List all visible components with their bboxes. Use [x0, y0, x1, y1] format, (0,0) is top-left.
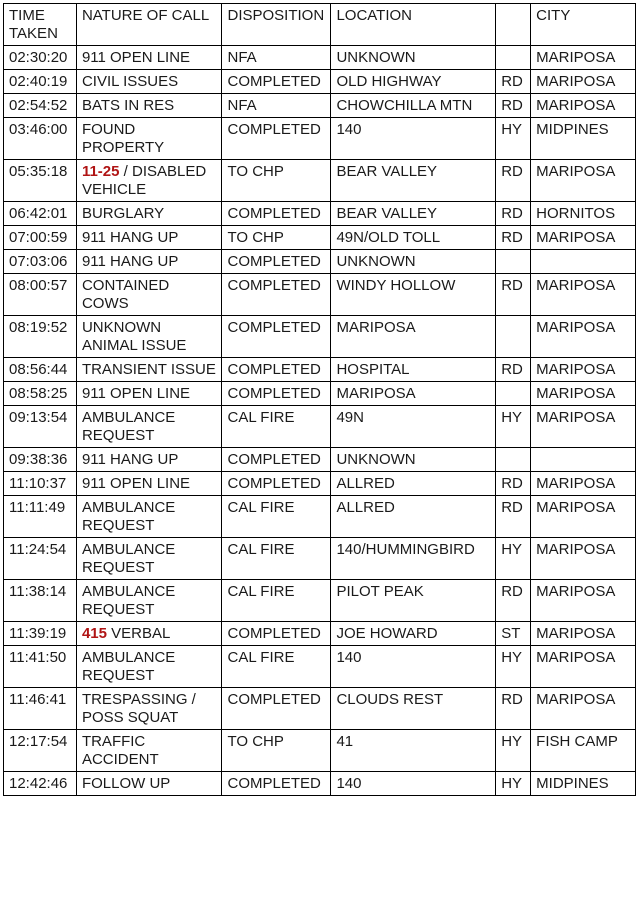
- table-row: [4, 94, 636, 118]
- cell-disposition: COMPLETED: [222, 448, 331, 472]
- cell-street-suffix: RD: [496, 274, 531, 316]
- cell-location: 140: [331, 646, 496, 688]
- cell-disposition: COMPLETED: [222, 70, 331, 94]
- cell-nature-of-call: CIVIL ISSUES: [76, 70, 222, 94]
- cell-disposition: NFA: [222, 46, 331, 70]
- cell-time: 02:40:19: [4, 70, 77, 94]
- cell-disposition: NFA: [222, 94, 331, 118]
- penal-code: 415: [81, 625, 107, 642]
- table-row: [4, 118, 636, 160]
- cell-time: 11:39:19: [4, 622, 77, 646]
- table-row: [4, 448, 636, 472]
- cell-city: MARIPOSA: [531, 94, 636, 118]
- header-location: LOCATION: [331, 4, 496, 46]
- table-row: [4, 406, 636, 448]
- cell-city: MARIPOSA: [531, 160, 636, 202]
- cell-disposition: CAL FIRE: [222, 496, 331, 538]
- table-row: [4, 580, 636, 622]
- cell-location: 140/HUMMINGBIRD: [331, 538, 496, 580]
- cell-city: FISH CAMP: [531, 730, 636, 772]
- table-row: [4, 646, 636, 688]
- cell-nature-of-call: 911 HANG UP: [76, 226, 222, 250]
- table-row: [4, 496, 636, 538]
- cell-location: 140: [331, 772, 496, 796]
- table-row: [4, 160, 636, 202]
- cell-city: MARIPOSA: [531, 382, 636, 406]
- header-street-suffix: [496, 4, 531, 46]
- cell-street-suffix: [496, 382, 531, 406]
- table-row: [4, 538, 636, 580]
- cell-disposition: COMPLETED: [222, 316, 331, 358]
- cell-city: MARIPOSA: [531, 496, 636, 538]
- cell-nature-of-call: AMBULANCE REQUEST: [76, 496, 222, 538]
- cell-disposition: COMPLETED: [222, 772, 331, 796]
- cell-location: UNKNOWN: [331, 250, 496, 274]
- cell-disposition: CAL FIRE: [222, 580, 331, 622]
- table-row: [4, 46, 636, 70]
- cell-nature-of-call: CONTAINED COWS: [76, 274, 222, 316]
- cell-location: BEAR VALLEY: [331, 202, 496, 226]
- cell-location: UNKNOWN: [331, 46, 496, 70]
- table-row: [4, 202, 636, 226]
- cell-disposition: CAL FIRE: [222, 406, 331, 448]
- cell-city: MARIPOSA: [531, 622, 636, 646]
- table-row: [4, 772, 636, 796]
- cell-disposition: CAL FIRE: [222, 538, 331, 580]
- cell-location: HOSPITAL: [331, 358, 496, 382]
- cell-time: 08:56:44: [4, 358, 77, 382]
- nature-text: / DISABLED VEHICLE: [81, 163, 207, 198]
- cell-nature-of-call: TRAFFIC ACCIDENT: [76, 730, 222, 772]
- cell-city: MIDPINES: [531, 118, 636, 160]
- cell-disposition: TO CHP: [222, 160, 331, 202]
- cell-city: MARIPOSA: [531, 358, 636, 382]
- cell-disposition: COMPLETED: [222, 202, 331, 226]
- table-row: [4, 472, 636, 496]
- cell-location: ALLRED: [331, 496, 496, 538]
- table-row: [4, 382, 636, 406]
- cell-disposition: TO CHP: [222, 226, 331, 250]
- table-row: [4, 250, 636, 274]
- cell-nature-of-call: BURGLARY: [76, 202, 222, 226]
- cell-location: WINDY HOLLOW: [331, 274, 496, 316]
- cell-location: PILOT PEAK: [331, 580, 496, 622]
- cell-nature-of-call: [76, 622, 222, 646]
- cell-street-suffix: RD: [496, 226, 531, 250]
- cell-nature-of-call: 911 HANG UP: [76, 448, 222, 472]
- cell-location: JOE HOWARD: [331, 622, 496, 646]
- cell-nature-of-call: 911 OPEN LINE: [76, 382, 222, 406]
- cell-time: 11:41:50: [4, 646, 77, 688]
- cell-street-suffix: RD: [496, 688, 531, 730]
- cell-time: 02:54:52: [4, 94, 77, 118]
- cell-time: 12:42:46: [4, 772, 77, 796]
- cell-city: MARIPOSA: [531, 580, 636, 622]
- cell-time: 08:19:52: [4, 316, 77, 358]
- table-row: [4, 622, 636, 646]
- cell-location: CHOWCHILLA MTN: [331, 94, 496, 118]
- cell-disposition: COMPLETED: [222, 622, 331, 646]
- table-row: [4, 226, 636, 250]
- cell-time: 08:58:25: [4, 382, 77, 406]
- cell-time: 08:00:57: [4, 274, 77, 316]
- cell-street-suffix: RD: [496, 160, 531, 202]
- cell-city: MARIPOSA: [531, 406, 636, 448]
- cell-nature-of-call: FOLLOW UP: [76, 772, 222, 796]
- cell-nature-of-call: 911 HANG UP: [76, 250, 222, 274]
- header-city: CITY: [531, 4, 636, 46]
- cell-location: MARIPOSA: [331, 382, 496, 406]
- cell-time: 11:24:54: [4, 538, 77, 580]
- table-row: [4, 730, 636, 772]
- cell-city: MARIPOSA: [531, 46, 636, 70]
- cell-nature-of-call: FOUND PROPERTY: [76, 118, 222, 160]
- cell-nature-of-call: [76, 160, 222, 202]
- cell-nature-of-call: BATS IN RES: [76, 94, 222, 118]
- cell-time: 11:11:49: [4, 496, 77, 538]
- cell-street-suffix: HY: [496, 118, 531, 160]
- table-row: [4, 70, 636, 94]
- cell-street-suffix: [496, 250, 531, 274]
- cell-time: 09:13:54: [4, 406, 77, 448]
- cell-city: MIDPINES: [531, 772, 636, 796]
- cell-time: 05:35:18: [4, 160, 77, 202]
- cell-nature-of-call: AMBULANCE REQUEST: [76, 406, 222, 448]
- cell-disposition: COMPLETED: [222, 688, 331, 730]
- cell-nature-of-call: 911 OPEN LINE: [76, 46, 222, 70]
- cell-street-suffix: [496, 448, 531, 472]
- cell-nature-of-call: TRESPASSING / POSS SQUAT: [76, 688, 222, 730]
- cell-nature-of-call: UNKNOWN ANIMAL ISSUE: [76, 316, 222, 358]
- cell-city: HORNITOS: [531, 202, 636, 226]
- cell-street-suffix: RD: [496, 94, 531, 118]
- cell-street-suffix: RD: [496, 202, 531, 226]
- cell-street-suffix: HY: [496, 646, 531, 688]
- cell-location: CLOUDS REST: [331, 688, 496, 730]
- cell-street-suffix: RD: [496, 580, 531, 622]
- table-row: [4, 274, 636, 316]
- cell-time: 07:03:06: [4, 250, 77, 274]
- header-disposition: DISPOSITION: [222, 4, 331, 46]
- cell-location: UNKNOWN: [331, 448, 496, 472]
- cell-disposition: CAL FIRE: [222, 646, 331, 688]
- header-nature-of-call: NATURE OF CALL: [76, 4, 222, 46]
- header-row: [4, 4, 636, 46]
- cell-street-suffix: RD: [496, 358, 531, 382]
- cell-disposition: COMPLETED: [222, 358, 331, 382]
- cell-street-suffix: [496, 316, 531, 358]
- cell-nature-of-call: AMBULANCE REQUEST: [76, 646, 222, 688]
- cell-city: MARIPOSA: [531, 646, 636, 688]
- cell-street-suffix: HY: [496, 730, 531, 772]
- cell-time: 03:46:00: [4, 118, 77, 160]
- cell-disposition: COMPLETED: [222, 274, 331, 316]
- cell-disposition: COMPLETED: [222, 118, 331, 160]
- cell-location: MARIPOSA: [331, 316, 496, 358]
- cell-location: 41: [331, 730, 496, 772]
- cell-location: 49N: [331, 406, 496, 448]
- cell-time: 06:42:01: [4, 202, 77, 226]
- cell-city: MARIPOSA: [531, 688, 636, 730]
- table-row: [4, 316, 636, 358]
- cell-street-suffix: [496, 46, 531, 70]
- cell-time: 02:30:20: [4, 46, 77, 70]
- cell-location: 49N/OLD TOLL: [331, 226, 496, 250]
- cell-disposition: COMPLETED: [222, 382, 331, 406]
- cell-nature-of-call: 911 OPEN LINE: [76, 472, 222, 496]
- cell-street-suffix: HY: [496, 772, 531, 796]
- cell-city: MARIPOSA: [531, 538, 636, 580]
- nature-text: VERBAL: [106, 625, 171, 642]
- cell-disposition: TO CHP: [222, 730, 331, 772]
- cell-disposition: COMPLETED: [222, 472, 331, 496]
- cell-location: ALLRED: [331, 472, 496, 496]
- cell-time: 11:38:14: [4, 580, 77, 622]
- cell-time: 12:17:54: [4, 730, 77, 772]
- cell-nature-of-call: TRANSIENT ISSUE: [76, 358, 222, 382]
- cell-time: 07:00:59: [4, 226, 77, 250]
- penal-code: 11-25: [81, 163, 120, 180]
- cell-street-suffix: RD: [496, 70, 531, 94]
- cell-street-suffix: HY: [496, 538, 531, 580]
- cell-location: 140: [331, 118, 496, 160]
- cell-nature-of-call: AMBULANCE REQUEST: [76, 580, 222, 622]
- table-row: [4, 358, 636, 382]
- cell-city: MARIPOSA: [531, 70, 636, 94]
- cell-city: MARIPOSA: [531, 274, 636, 316]
- cell-street-suffix: ST: [496, 622, 531, 646]
- cell-time: 09:38:36: [4, 448, 77, 472]
- cell-location: BEAR VALLEY: [331, 160, 496, 202]
- cell-city: MARIPOSA: [531, 226, 636, 250]
- call-log-table: [3, 3, 636, 796]
- cell-city: MARIPOSA: [531, 472, 636, 496]
- table-row: [4, 688, 636, 730]
- cell-city: [531, 448, 636, 472]
- cell-street-suffix: HY: [496, 406, 531, 448]
- cell-disposition: COMPLETED: [222, 250, 331, 274]
- cell-location: OLD HIGHWAY: [331, 70, 496, 94]
- cell-city: [531, 250, 636, 274]
- cell-street-suffix: RD: [496, 496, 531, 538]
- cell-time: 11:46:41: [4, 688, 77, 730]
- cell-time: 11:10:37: [4, 472, 77, 496]
- header-time-taken: TIME TAKEN: [4, 4, 77, 46]
- cell-city: MARIPOSA: [531, 316, 636, 358]
- cell-street-suffix: RD: [496, 472, 531, 496]
- cell-nature-of-call: AMBULANCE REQUEST: [76, 538, 222, 580]
